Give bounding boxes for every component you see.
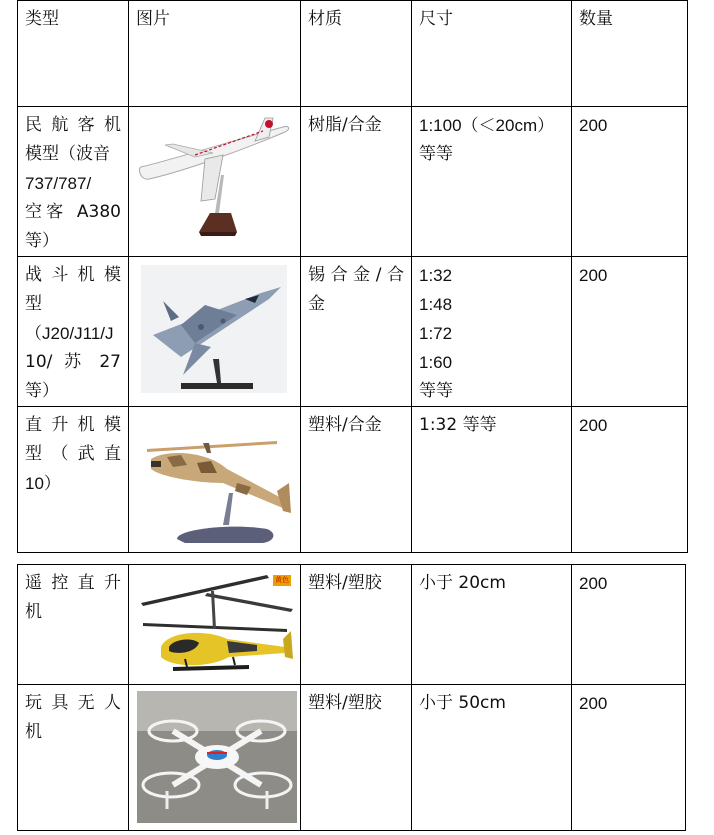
image-cell — [129, 685, 301, 831]
quantity-cell: 200 — [572, 257, 688, 407]
material-cell: 塑料/合金 — [301, 407, 412, 553]
attack-helicopter-model-photo — [137, 413, 297, 547]
image-cell — [129, 407, 301, 553]
type-cell: 民航客机 模型（波音 737/787/ 空客 A380 等） — [18, 107, 129, 257]
type-cell: 玩具无人 机 — [18, 685, 129, 831]
fighter-jet-model-photo — [141, 265, 287, 393]
quantity-cell: 200 — [572, 107, 688, 257]
rc-helicopter-photo — [137, 569, 297, 679]
image-cell — [129, 107, 301, 257]
material-cell: 塑料/塑胶 — [301, 565, 412, 685]
table-row — [18, 407, 688, 553]
size-cell: 1:32 等等 — [412, 407, 572, 553]
quantity-cell: 200 — [572, 407, 688, 553]
size-cell: 1:100（＜20cm） 等等 — [412, 107, 572, 257]
header-row — [18, 1, 688, 107]
table-row — [18, 107, 688, 257]
table-row — [18, 257, 688, 407]
table-row — [18, 565, 686, 685]
material-cell: 树脂/合金 — [301, 107, 412, 257]
header-material: 材质 — [301, 1, 412, 107]
header-quantity: 数量 — [572, 1, 688, 107]
material-cell: 锡合金/合 金 — [301, 257, 412, 407]
table-row — [18, 685, 686, 831]
size-cell: 1:32 1:48 1:72 1:60 等等 — [412, 257, 572, 407]
image-cell — [129, 257, 301, 407]
quantity-cell: 200 — [572, 565, 686, 685]
product-table-2 — [17, 564, 686, 831]
material-cell: 塑料/塑胶 — [301, 685, 412, 831]
product-table-1 — [17, 0, 688, 553]
toy-drone-photo — [137, 691, 297, 823]
image-cell — [129, 565, 301, 685]
header-type: 类型 — [18, 1, 129, 107]
airliner-model-photo — [135, 115, 295, 243]
quantity-cell: 200 — [572, 685, 686, 831]
type-cell: 战斗机模 型 （J20/J11/J 10/ 苏 27 等） — [18, 257, 129, 407]
type-cell: 直升机模 型（武直 10） — [18, 407, 129, 553]
type-cell: 遥控直升 机 — [18, 565, 129, 685]
size-cell: 小于 20cm — [412, 565, 572, 685]
header-image: 图片 — [129, 1, 301, 107]
color-tag: 黄色 — [275, 576, 289, 584]
size-cell: 小于 50cm — [412, 685, 572, 831]
header-size: 尺寸 — [412, 1, 572, 107]
